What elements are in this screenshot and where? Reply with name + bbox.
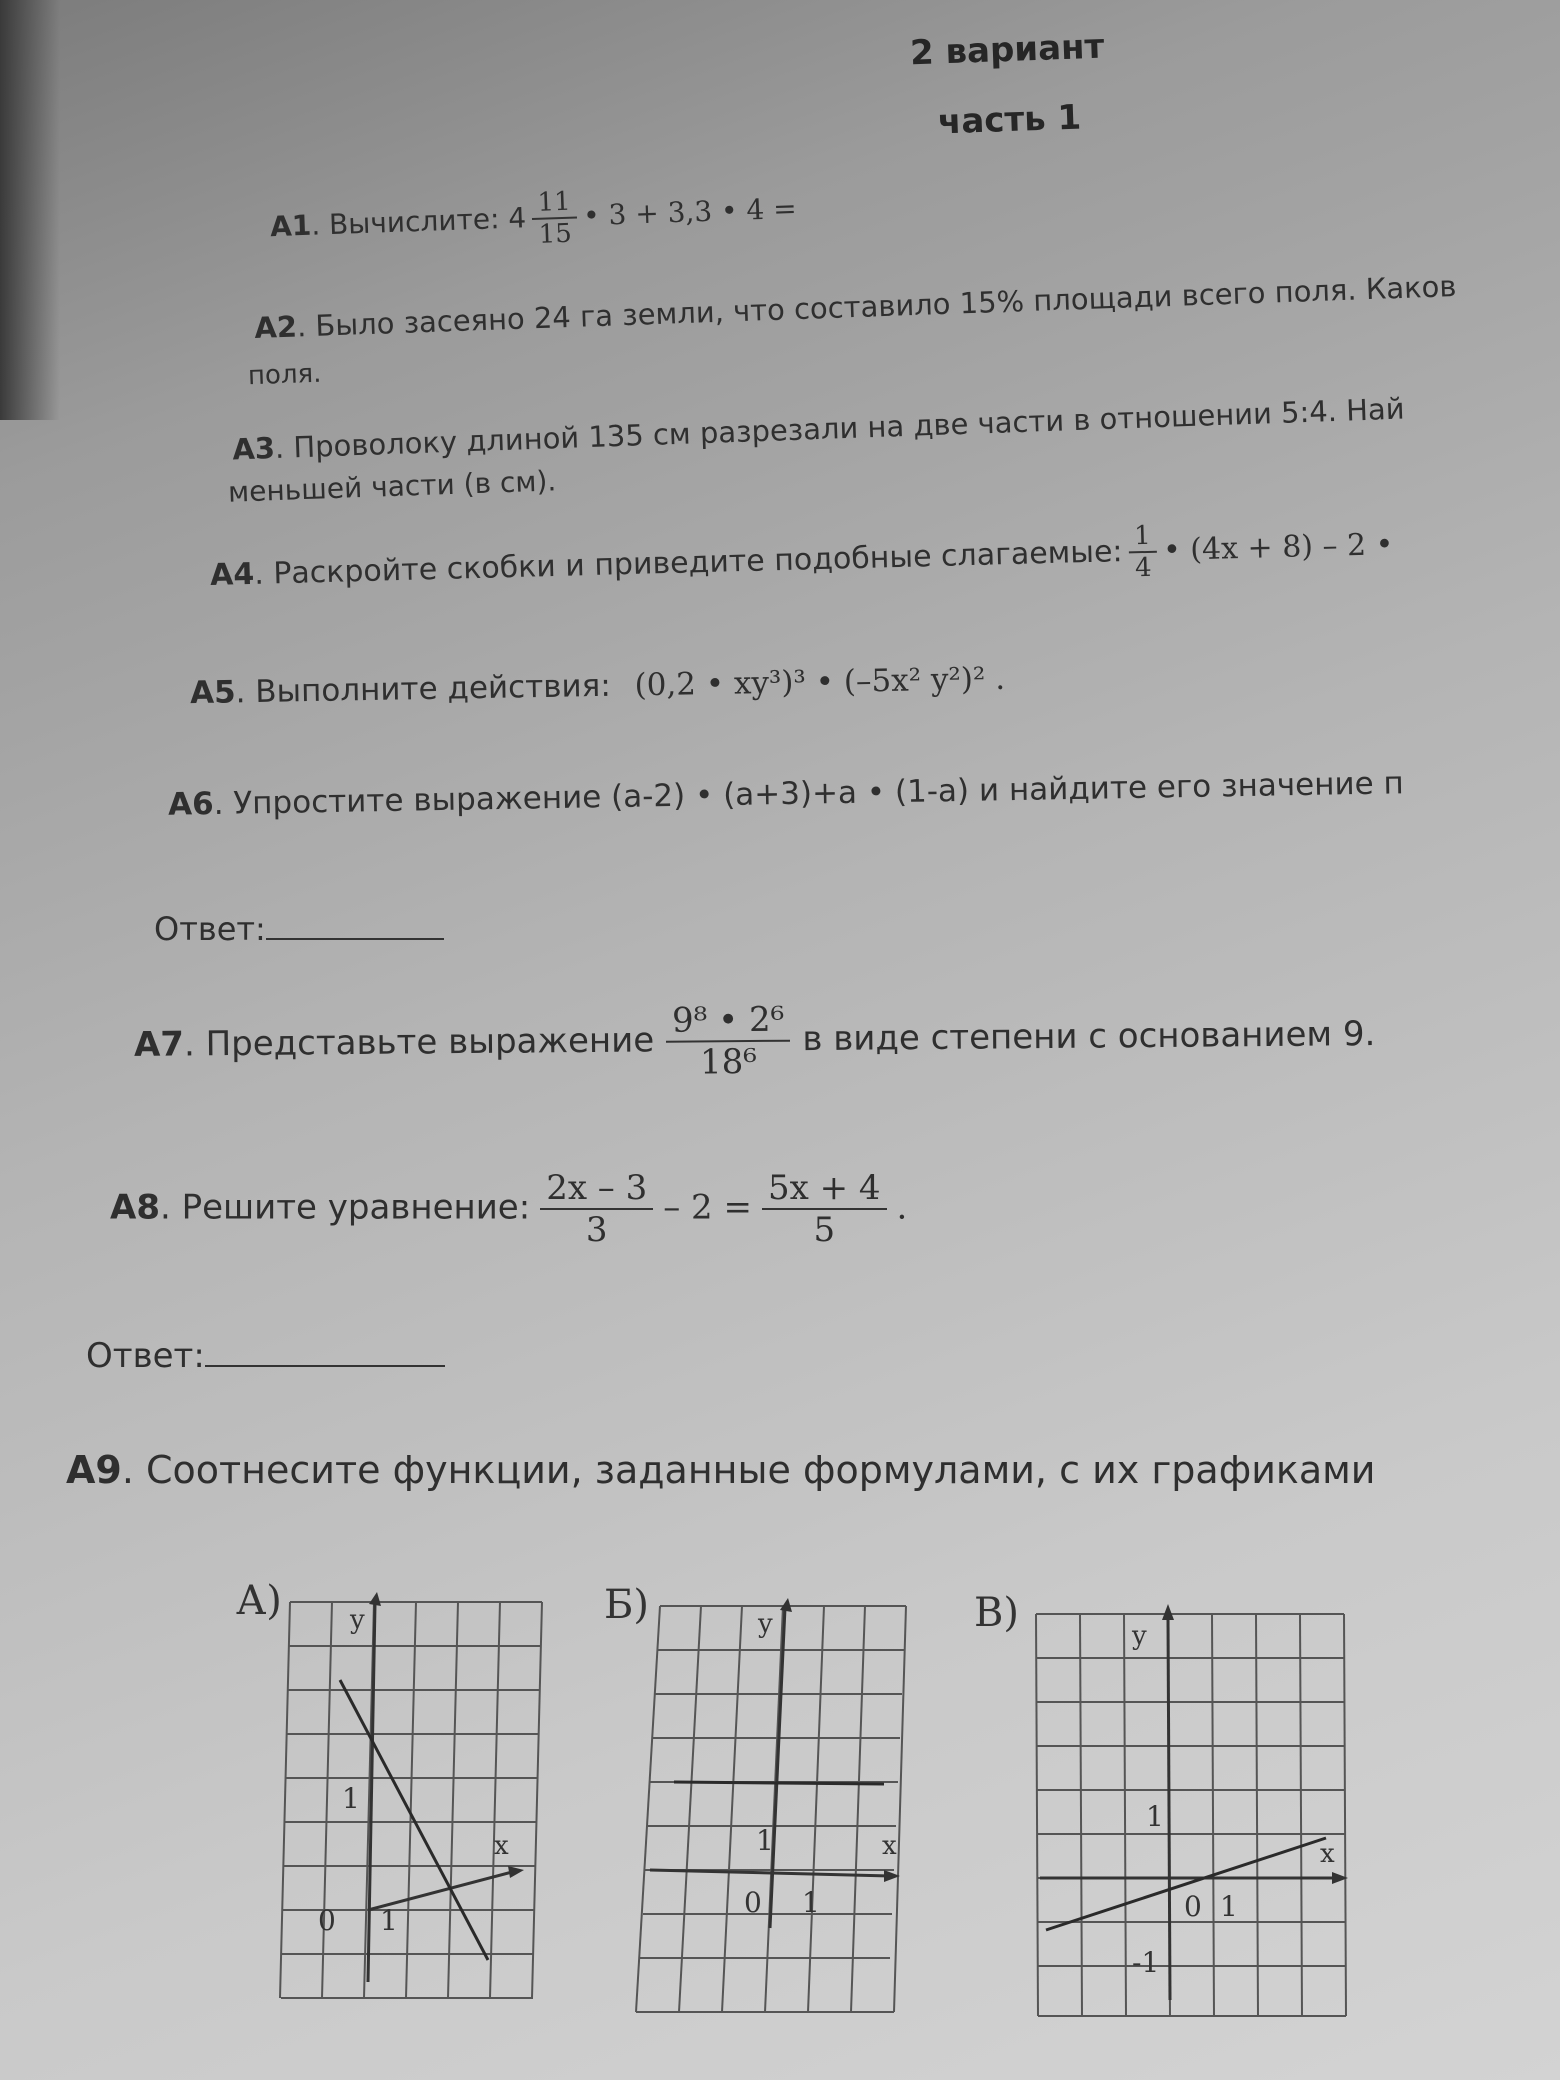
task-text: . Соотнесите функции, заданные формулами, с их графиками — [121, 1448, 1376, 1492]
equation-middle: – 2 = — [663, 1187, 752, 1228]
answer-blank — [266, 938, 444, 940]
variant-heading: 2 вариант — [909, 26, 1105, 74]
graph-a-grid — [280, 1602, 542, 1998]
graph-v-grid — [1036, 1614, 1346, 2016]
graph-b-label: Б) — [604, 1582, 649, 1628]
task-label: А9 — [66, 1448, 122, 1492]
task-label: А2 — [253, 309, 298, 345]
y-axis-label: y — [758, 1609, 773, 1639]
task-label: А5 — [189, 674, 236, 712]
task-a1 — [269, 179, 798, 259]
task-a8 — [110, 1168, 907, 1250]
task-text: . Было засеяно 24 га земли, что составило 15% площади всего поля. Каков — [296, 269, 1457, 344]
graph-b — [620, 1598, 920, 2018]
x-axis-label: x — [494, 1831, 509, 1861]
y-unit-label: 1 — [342, 1782, 360, 1815]
y-axis-label: y — [1132, 1621, 1147, 1651]
task-a4 — [209, 515, 1394, 608]
fraction-denominator: 5 — [813, 1210, 836, 1250]
task-label: А8 — [110, 1187, 160, 1228]
task-a6 — [168, 765, 1404, 823]
x-axis-label: x — [882, 1831, 897, 1861]
y-unit-label: 1 — [1146, 1800, 1164, 1833]
y-axis-arrow — [369, 1592, 381, 1606]
fraction — [531, 186, 578, 250]
fraction-numerator: 2x – 3 — [540, 1168, 653, 1210]
x-unit-label: 1 — [1220, 1890, 1238, 1923]
answer-a8 — [86, 1336, 445, 1376]
x-unit-label: 1 — [802, 1886, 820, 1919]
fraction-left — [540, 1168, 653, 1250]
x-axis-label: x — [1320, 1839, 1335, 1869]
graph-v-label: В) — [974, 1590, 1019, 1636]
task-label: А1 — [269, 208, 312, 244]
fraction-numerator: 9⁸ • 2⁶ — [666, 1000, 791, 1043]
answer-label: Ответ: — [86, 1336, 205, 1376]
task-text: . Представьте выражение — [183, 1020, 655, 1065]
graph-a-label: А) — [236, 1578, 282, 1624]
task-label: А4 — [209, 556, 255, 593]
answer-label: Ответ: — [154, 910, 266, 948]
task-a2 — [254, 269, 1457, 345]
fraction — [666, 1000, 791, 1083]
fraction-right — [762, 1168, 887, 1250]
answer-blank — [205, 1365, 445, 1367]
photo-shadow — [0, 0, 60, 420]
expression: (0,2 • xy³)³ • (–5x² y²)² . — [634, 660, 1006, 704]
task-text: . Решите уравнение: — [159, 1187, 531, 1228]
origin-label: 0 — [1184, 1890, 1202, 1923]
answer-a6 — [154, 910, 444, 948]
origin-label: 0 — [744, 1886, 762, 1919]
task-a7 — [134, 995, 1376, 1088]
task-text: . Раскройте скобки и приведите подобные слагаемые: — [253, 534, 1124, 592]
fraction-denominator: 15 — [538, 218, 573, 250]
x-unit-label: 1 — [380, 1904, 398, 1937]
part-heading: часть 1 — [937, 97, 1082, 143]
task-label: А7 — [133, 1024, 185, 1065]
x-axis-arrow — [508, 1866, 524, 1878]
expression-tail: • 3 + 3,3 • 4 = — [582, 191, 798, 233]
fraction-numerator: 5x + 4 — [762, 1168, 887, 1210]
task-label: А3 — [231, 430, 276, 467]
fraction-denominator: 4 — [1134, 552, 1152, 584]
task-text: . Выполните действия: — [235, 667, 612, 711]
fraction — [1128, 521, 1158, 584]
function-line-a — [340, 1680, 488, 1960]
graph-v — [1020, 1600, 1380, 2030]
equation-end: . — [896, 1187, 908, 1228]
y-unit-label: 1 — [756, 1824, 774, 1857]
task-a3-cont: меньшей части (в см). — [227, 464, 557, 509]
task-a9 — [66, 1448, 1376, 1492]
fraction-denominator: 3 — [585, 1210, 608, 1250]
task-text: . Упростите выражение (а-2) • (а+3)+а • (1-а) и найдите его значение п — [213, 765, 1405, 822]
y-axis-arrow — [1162, 1604, 1174, 1620]
fraction-numerator: 1 — [1128, 521, 1157, 554]
expression-tail: • (4x + 8) – 2 • — [1162, 527, 1394, 569]
task-tail: в виде степени с основанием 9. — [802, 1014, 1376, 1060]
y-axis — [770, 1608, 785, 1928]
task-a2-cont: поля. — [247, 358, 322, 392]
task-label: А6 — [167, 785, 214, 823]
task-a5 — [190, 661, 1006, 711]
task-text: . Вычислите: 4 — [310, 201, 527, 242]
fraction-denominator: 18⁶ — [699, 1041, 758, 1083]
task-a3 — [232, 392, 1405, 467]
function-line-b — [674, 1782, 884, 1784]
y-neg-unit-label: -1 — [1132, 1946, 1160, 1979]
task-text: . Проволоку длиной 135 см разрезали на две части в отношении 5:4. Най — [274, 391, 1406, 465]
origin-label: 0 — [318, 1904, 336, 1937]
graph-a — [240, 1590, 550, 2010]
graph-b-grid — [636, 1606, 906, 2012]
fraction-numerator: 11 — [531, 186, 577, 220]
y-axis — [1168, 1618, 1170, 2000]
y-axis-label: y — [350, 1605, 365, 1635]
